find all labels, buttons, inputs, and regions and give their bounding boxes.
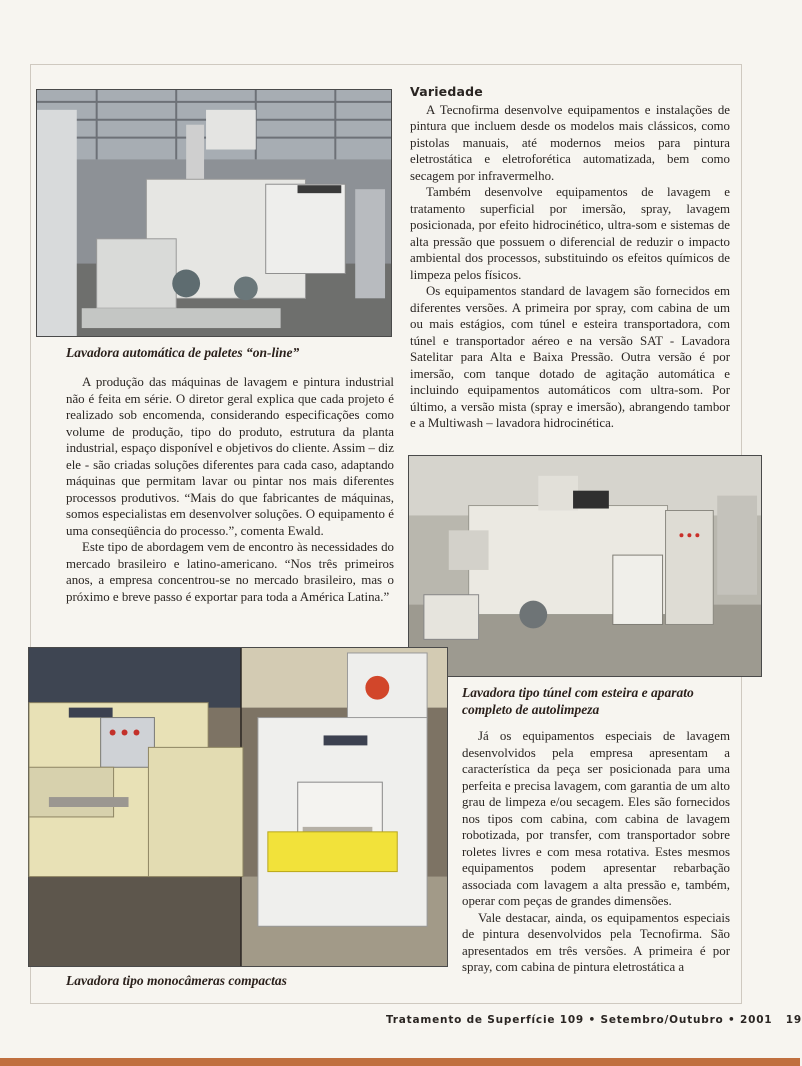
page-number: 19 <box>785 1014 802 1026</box>
left-paragraph: A produção das máquinas de lavagem e pintura industrial não é feita em série. O diretor geral explica que cada projeto é realizado sob encomenda, considerando especificações como volume de produção, tipo do produto, estrutura da planta industrial, espaço disponível e objetivos do cliente. Assim – diz ele - são criadas soluções diferentes para cada caso, adaptando máquinas que permitam lavar ou pintar nos mais diferentes processos produtivos. “Mais do que fabricantes de máquinas, somos especialistas em desenvolver soluções. O equipamento é uma conseqüência do processo.”, comenta Ewald. <box>66 375 394 538</box>
photo2-caption: Lavadora tipo túnel com esteira e aparato completo de autolimpeza <box>462 685 694 717</box>
photo1-caption: Lavadora automática de paletes “on-line” <box>66 345 300 360</box>
photo-pallet-washer <box>36 89 392 337</box>
photo3-caption: Lavadora tipo monocâmeras compactas <box>66 973 287 988</box>
footer-publication: Tratamento de Superfície 109 • Setembro/Outubro • 2001 <box>386 1014 773 1026</box>
left-paragraph: Este tipo de abordagem vem de encontro às necessidades do mercado brasileiro e latino-americano. “Nos três primeiros anos, a empresa concentrou-se no mercado brasileiro, mas o próximo e breve passo é exportar para toda a América Latina.” <box>66 540 394 604</box>
right-paragraph: A Tecnofirma desenvolve equipamentos e instalações de pintura que incluem desde os modelos mais clássicos, como pistolas manuais, até modernos meios para pintura eletrostática e eletroforética automatizada, bem como secagem por infravermelho. <box>410 102 730 183</box>
page-footer <box>386 1014 802 1026</box>
photo-tunnel-washer <box>408 455 762 677</box>
right-column-bottom <box>462 728 730 976</box>
right-paragraph: Também desenvolve equipamentos de lavagem e tratamento superficial por imersão, spray, lavagem posicionada, por efeito hidrocinético, ultra-som e sistemas de alta pressão que possuem o diferencial de reduzir o impacto ambiental dos processos, substituindo os efeitos químicos de limpeza pelos físicos. <box>410 185 730 282</box>
right-column-top <box>410 84 730 432</box>
right-paragraph: Os equipamentos standard de lavagem são fornecidos em diferentes versões. A primeira por spray, com cabina de um ou mais estágios, com túnel e esteira transportadora, com túnel e transportador aéreo e na versão SAT - Lavadora Satelitar para Alta e Baixa Pressão. Outra versão é por imersão, com tanque dotado de agitação automática e incluindo equipamentos automáticos com ultra-som. Por último, a versão mista (spray e imersão), abrangendo tambor e a Multiwash – lavadora hidrocinética. <box>410 284 730 430</box>
section-heading: Variedade <box>410 84 483 99</box>
left-column <box>66 374 394 605</box>
right-paragraph: Vale destacar, ainda, os equipamentos especiais de pintura desenvolvidos pela Tecnofirma. São apresentados em três versões. A primeira é por spray, com cabina de pintura eletrostática a <box>462 910 730 974</box>
right-paragraph: Já os equipamentos especiais de lavagem desenvolvidos pela empresa apresentam a característica da peça ser posicionada para uma perfeita e precisa lavagem, com garantia de um alto grau de limpeza e/ou secagem. Eles são fornecidos nos tipos com cabina, com cabina de lavagem robotizada, por transfer, com transportador sobre roletes livres e com mesa rotativa. Estes mesmos equipamentos podem apresentar rebarbação associada com lavagem a alta pressão e, também, operar com peças de grandes dimensões. <box>462 729 730 908</box>
photo-monocamera-washers <box>28 647 448 967</box>
bottom-accent-bar <box>0 1058 800 1066</box>
